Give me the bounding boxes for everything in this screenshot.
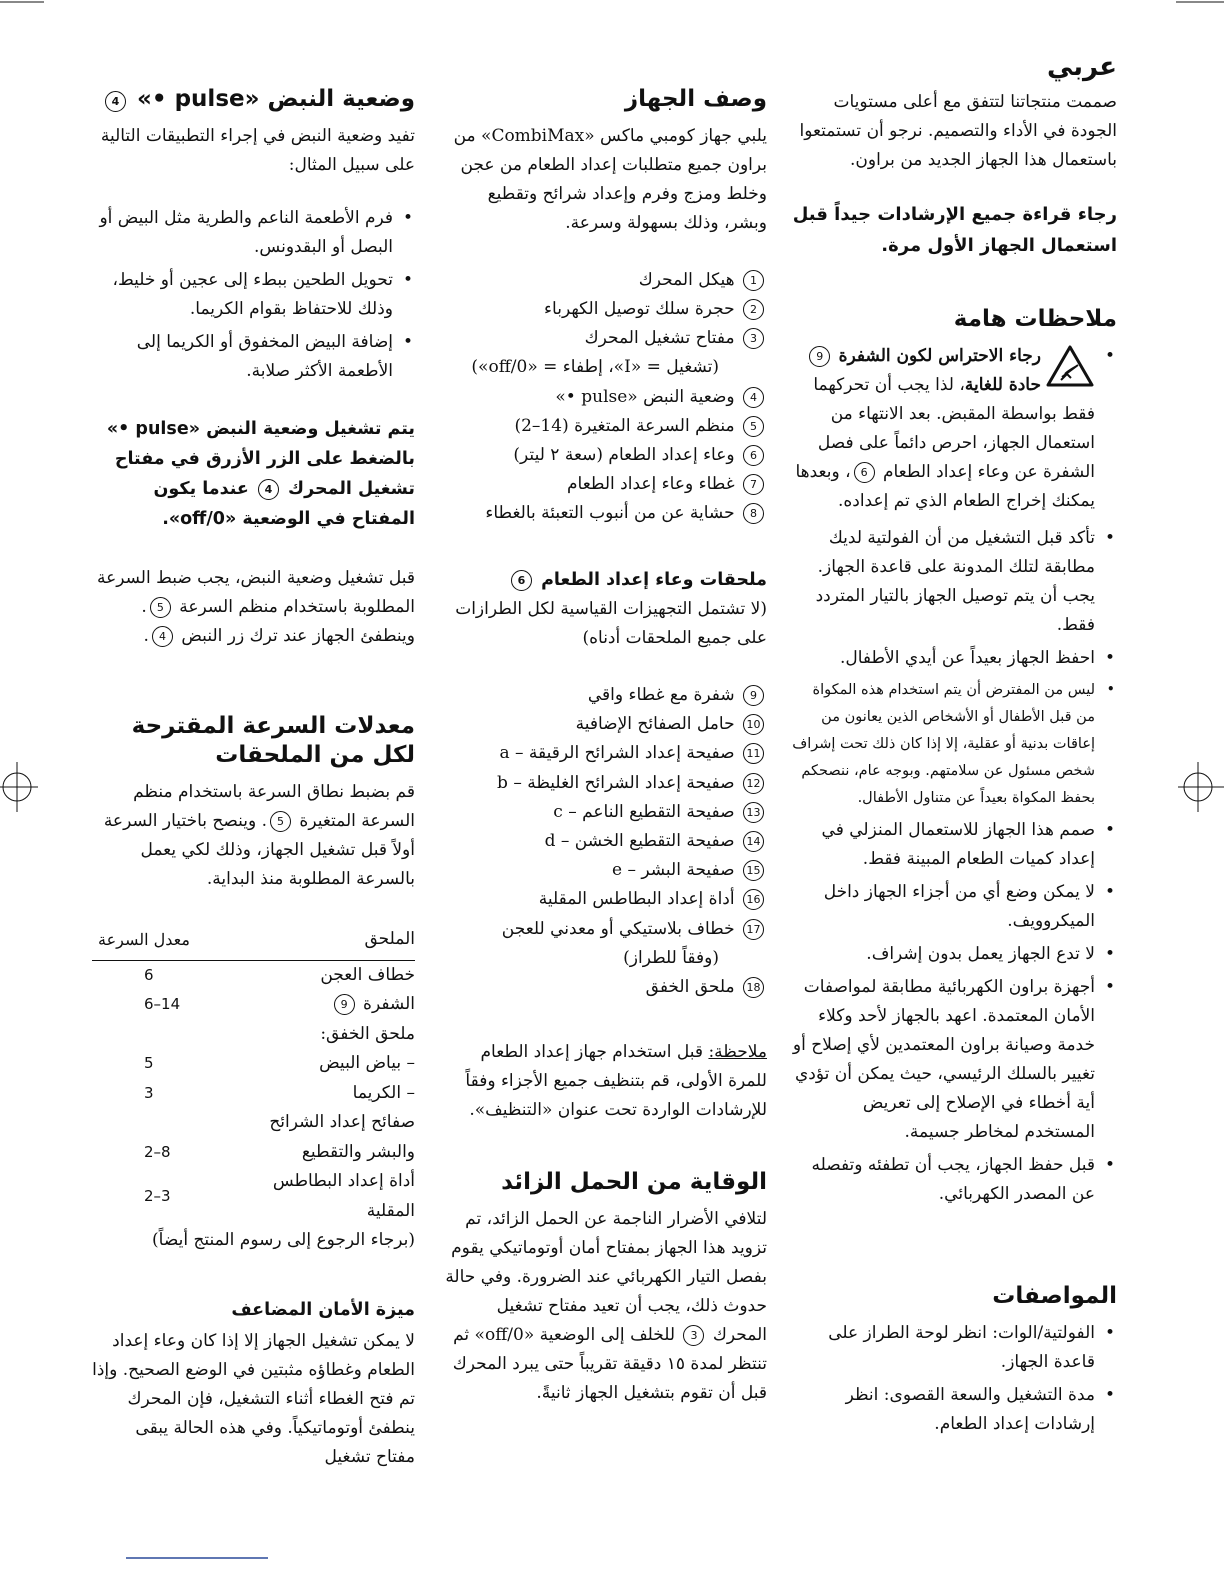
table-row (92, 1138, 415, 1168)
spec-operating-time: • مدة التشغيل والسعة القصوى: انظر إرشادات إعداد الطعام. (790, 1381, 1117, 1439)
note-text: قبل استخدام جهاز إعداد الطعام للمرة الأولى، قم بتنظيف جميع الأجزاء وفقاً للإرشادات الواردة تحت عنوان «التنظيف». (465, 1042, 767, 1120)
specifications-section (790, 1282, 1117, 1443)
item-number: 3 (743, 328, 764, 349)
pulse-speed-text: قبل تشغيل وضعية النبض، يجب ضبط السرعة المطلوبة باستخدام منظم السرعة 5. وينطفئ الجهاز عند ترك زر النبض 4. (96, 567, 415, 646)
part-item (445, 324, 767, 353)
item-number: 5 (743, 416, 764, 437)
speed-cell (92, 1020, 264, 1050)
item-label: غطاء وعاء إعداد الطعام (567, 474, 735, 495)
pulse-title: وضعية النبض «pulse •» 4 (92, 85, 415, 114)
item-number: 12 (743, 773, 764, 794)
note-storage: • قبل حفظ الجهاز، يجب أن تطفئه وتفصله عن المصدر الكهربائي. (790, 1151, 1117, 1209)
language-section (790, 52, 1117, 261)
speed-cell: 2–8 (144, 1142, 171, 1161)
accessory-cell: الشفرة 9 (264, 990, 415, 1020)
description-section (445, 85, 767, 529)
note-children: • احفظ الجهاز بعيداً عن أيدي الأطفال. (790, 644, 1117, 673)
accessory-cell: – الكريما (352, 1082, 415, 1103)
table-note: (برجاء الرجوع إلى رسوم المنتج أيضاً) (152, 1230, 415, 1250)
blade-warning-rest: ، لذا يجب أن تحركهما فقط بواسطة المقبض. بعد الانتهاء من استعمال الجهاز، احرص دائماً على فصل الشفرة عن وعاء إعداد الطعام (813, 374, 1095, 482)
accessory-cell: – بياض البيض (319, 1053, 415, 1073)
item-number: 16 (743, 889, 764, 910)
accessory-cell: والبشر والتقطيع (301, 1141, 415, 1162)
item-label: وعاء إعداد الطعام (سعة ٢ ليتر) (513, 444, 735, 465)
overload-text-a: لتلافي الأضرار الناجمة عن الحمل الزائد، تم تزويد هذا الجهاز بمفتاح أمان أوتوماتيكي يقوم بفصل التيار الكهربائي عند الضرورة. وفي حالة حدوث ذلك، يجب أن تعيد مفتاح تشغيل المحرك (445, 1208, 767, 1345)
accessory-item (445, 856, 767, 885)
item-number: 4 (743, 387, 764, 408)
spec-voltage: • الفولتية/الوات: انظر لوحة الطراز على قاعدة الجهاز. (790, 1319, 1117, 1377)
item-label: شفرة مع غطاء واقي (587, 685, 735, 705)
item-label: خطاف بلاستيكي أو معدني للعجن (501, 918, 735, 939)
item-number: 9 (743, 685, 764, 706)
item-number: 7 (743, 474, 764, 495)
accessory-cell: خطاف العجن (320, 964, 415, 985)
blade-warning-bold: حادة للغاية (964, 374, 1041, 395)
pulse-activation-ref: 4 (258, 479, 279, 500)
cleaning-note (445, 1038, 767, 1125)
accessory-ref: 9 (334, 994, 355, 1015)
accessory-cell: صفائح إعداد الشرائح (269, 1112, 415, 1132)
note-voltage: • تأكد قبل التشغيل من أن الفولتية لديك مطابقة لتلك المدونة على قاعدة الجهاز. يجب أن يتم توصيل الجهاز بالتيار المتردد فقط. (790, 524, 1117, 640)
part-item (445, 353, 767, 382)
item-number: 11 (743, 743, 764, 764)
accessory-item (445, 681, 767, 710)
crop-mark-top-left (0, 0, 50, 6)
item-label: صفيحة التقطيع الخشن – d (544, 831, 735, 852)
registration-mark-left (0, 762, 40, 812)
pulse-item-dough: • تحويل الطحين ببطء إلى عجين أو خليط، وذلك للاحتفاظ بقوام الكريما. (92, 266, 415, 324)
item-number: 18 (743, 977, 764, 998)
item-label: صفيحة البشر – e (611, 860, 735, 881)
pulse-title-ref: 4 (105, 91, 126, 112)
bottom-rule-mark (126, 1556, 268, 1560)
speed-cell (92, 1108, 264, 1138)
speed-cell: 6–14 (144, 995, 181, 1013)
note-microwave: • لا يمكن وضع أي من أجزاء الجهاز داخل الميكروويف. (790, 878, 1117, 936)
pulse-activation: يتم تشغيل وضعية النبض «pulse •» بالضغط على الزر الأزرق في مفتاح تشغيل المحرك 4 عندما يكون المفتاح في الوضعية «off/0». (106, 418, 415, 529)
item-label: حجرة سلك توصيل الكهرباء (544, 298, 735, 319)
speed-cell: 5 (144, 1054, 154, 1072)
item-number: 14 (743, 831, 764, 852)
item-label: حامل الصفائح الإضافية (575, 714, 735, 735)
pulse-item-eggs: • إضافة البيض المخفوق أو الكريما إلى الأطعمة الأكثر صلابة. (92, 328, 415, 386)
item-number: 10 (743, 714, 764, 735)
overload-text-b: للخلف إلى الوضعية «off/0» ثم تنتظر لمدة ١٥ دقيقة تقريباً حتى يبرد المحرك قبل أن تقوم بتشغيل الجهاز ثانيةً. (452, 1324, 767, 1403)
crop-mark-top-right (1176, 0, 1224, 6)
table-row (92, 990, 415, 1020)
speed-cell: 6 (144, 965, 154, 984)
item-number: 2 (743, 299, 764, 320)
speed-cell: 2–3 (144, 1186, 171, 1205)
speeds-title: معدلات السرعة المقترحة لكل من الملحقات (131, 713, 415, 768)
item-label: (وفقاً للطراز) (623, 947, 719, 968)
accessory-cell: أداة إعداد البطاطس المقلية (272, 1171, 415, 1221)
safety-section (92, 1296, 415, 1472)
item-label: صفيحة التقطيع الناعم – c (553, 801, 735, 822)
blade-warning-end: ، وبعدها يمكنك إخراج الطعام الذي تم إعداده. (795, 461, 1095, 511)
registration-mark-right (1178, 762, 1224, 812)
part-item (445, 412, 767, 441)
important-notes-title: ملاحظات هامة (953, 306, 1117, 332)
pulse-button-ref: 4 (152, 626, 173, 647)
speeds-text: قم بضبط نطاق السرعة باستخدام منظم السرعة المتغيرة 5. وينصح باختيار السرعة أولاً قبل تشغيل الجهاز، وذلك لكي يعمل بالسرعة المطلوبة منذ البداية. (103, 781, 415, 889)
overload-ref: 3 (683, 1325, 704, 1346)
part-item (445, 499, 767, 528)
accessory-item (445, 973, 767, 1002)
sharp-blade-warning-icon (1045, 344, 1095, 388)
item-label: وضعية النبض «pulse •» (555, 386, 735, 407)
pulse-speed-ref: 5 (150, 597, 171, 618)
safety-text: لا يمكن تشغيل الجهاز إلا إذا كان وعاء إعداد الطعام وغطاؤه مثبتين في الوضع الصحيح. وإذا تم فتح الغطاء أثناء التشغيل، فإن المحرك ينطفئ أوتوماتيكياً. وفي هذه الحالة يبقى مفتاح تشغيل (92, 1331, 415, 1467)
speeds-section (92, 712, 415, 1255)
accessory-item (445, 827, 767, 856)
accessory-item (445, 915, 767, 944)
pulse-intro: تفيد وضعية النبض في إجراء التطبيقات التالية على سبيل المثال: (100, 125, 415, 175)
col-accessory-header: الملحق (364, 928, 415, 949)
item-label: مفتاح تشغيل المحرك (584, 328, 735, 349)
item-number: 8 (743, 503, 764, 524)
accessory-item (445, 769, 767, 798)
col-speed-header: معدل السرعة (98, 929, 190, 949)
accessory-item (445, 710, 767, 739)
bowl-ref: 6 (854, 462, 875, 483)
accessory-item (445, 798, 767, 827)
overload-section (445, 1168, 767, 1408)
pulse-item-chop: • فرم الأطعمة الناعم والطرية مثل البيض أو البصل أو البقدونس. (92, 204, 415, 262)
item-number: 15 (743, 860, 764, 881)
item-label: هيكل المحرك (638, 269, 735, 290)
part-item (445, 470, 767, 499)
accessory-cell: ملحق الخفق: (320, 1023, 415, 1044)
table-row (92, 1167, 415, 1226)
note-unattended: • لا تدع الجهاز يعمل بدون إشراف. (790, 940, 1117, 969)
parts-list (445, 266, 767, 529)
accessory-item (445, 739, 767, 768)
safety-title: ميزة الأمان المضاعف (231, 1300, 415, 1320)
part-item (445, 266, 767, 295)
item-label: أداة إعداد البطاطس المقلية (538, 889, 735, 910)
description-title: وصف الجهاز (624, 86, 767, 112)
speed-table (92, 920, 415, 1227)
table-row (92, 960, 415, 990)
specifications-title: المواصفات (992, 1283, 1117, 1309)
accessories-note: (لا تشتمل التجهيزات القياسية لكل الطرازات على جميع الملحقات أدناه) (455, 599, 767, 648)
table-row (92, 1079, 415, 1109)
blade-warning-prefix: رجاء الاحتراس لكون الشفرة (838, 345, 1041, 366)
important-notes-section (790, 305, 1117, 1213)
speed-table-body (92, 960, 415, 1226)
table-row (92, 1049, 415, 1079)
speed-cell: 3 (144, 1083, 154, 1102)
item-label: صفيحة إعداد الشرائح الغليظة – b (497, 772, 735, 793)
note-supervision: • ليس من المفترض أن يتم استخدام هذه المكواة من قبل الأطفال أو الأشخاص الذين يعانون من إعاقات بدنية أو عقلية، إلا إذا كان ذلك تحت إشراف شخص مسئول عن سلامتهم. وبوجه عام، ننصحكم بحفظ المكواة بعيداً عن متناول الأطفال. (790, 677, 1117, 812)
item-label: (تشغيل = «I»، إطفاء = «off/0») (471, 357, 719, 378)
item-number: 13 (743, 802, 764, 823)
table-row (92, 1108, 415, 1138)
intro-text: صممت منتجاتنا لتتفق مع أعلى مستويات الجودة في الأداء والتصميم. نرجو أن تستمتعوا باستعمال هذا الجهاز الجديد من براون. (799, 92, 1117, 170)
accessories-list (445, 681, 767, 1002)
accessories-section (445, 566, 767, 1002)
item-number: 6 (743, 445, 764, 466)
pulse-section (92, 85, 415, 651)
item-label: حشاية عن من أنبوب التعبئة بالغطاء (485, 503, 735, 524)
item-number: 1 (743, 270, 764, 291)
item-label: منظم السرعة المتغيرة (14–2) (514, 415, 735, 436)
item-number: 17 (743, 919, 764, 940)
item-label: صفيحة إعداد الشرائح الرقيقة – a (499, 743, 735, 764)
note-safety-service: • أجهزة براون الكهربائية مطابقة لمواصفات الأمان المعتمدة. اعهد بالجهاز لأحد وكلاء خدمة وصيانة براون المعتمدين لأي إصلاح أو تغيير بالسلك الرئيسي، حيث يمكن أن تؤدي أية أخطاء في الإصلاح إلى تعريض المستخدم لمخاطر جسيمة. (790, 973, 1117, 1147)
blade-ref: 9 (809, 346, 830, 367)
accessory-item (445, 944, 767, 973)
note-household: • صمم هذا الجهاز للاستعمال المنزلي في إعداد كميات الطعام المبينة فقط. (790, 816, 1117, 874)
item-label: ملحق الخفق (645, 977, 735, 998)
accessories-title: ملحقات وعاء إعداد الطعام 6 (445, 566, 767, 595)
language-title: عربي (1046, 52, 1117, 82)
accessories-title-ref: 6 (511, 570, 532, 591)
part-item (445, 441, 767, 470)
speeds-ref: 5 (270, 811, 291, 832)
overload-title: الوقاية من الحمل الزائد (501, 1169, 767, 1195)
note-label: ملاحظة: (708, 1042, 767, 1062)
part-item (445, 295, 767, 324)
description-text: يلبي جهاز كومبي ماكس «CombiMax» من براون جميع متطلبات إعداد الطعام من عجن وخلط ومزج وفرم وإعداد شرائح وتقطيع وبشر، وذلك بسهولة وسرعة. (453, 125, 767, 233)
read-instructions: رجاء قراءة جميع الإرشادات جيداً قبل استعمال الجهاز الأول مرة. (792, 204, 1117, 256)
blade-warning (790, 342, 1117, 516)
accessory-item (445, 885, 767, 914)
table-row (92, 1020, 415, 1050)
part-item (445, 383, 767, 412)
